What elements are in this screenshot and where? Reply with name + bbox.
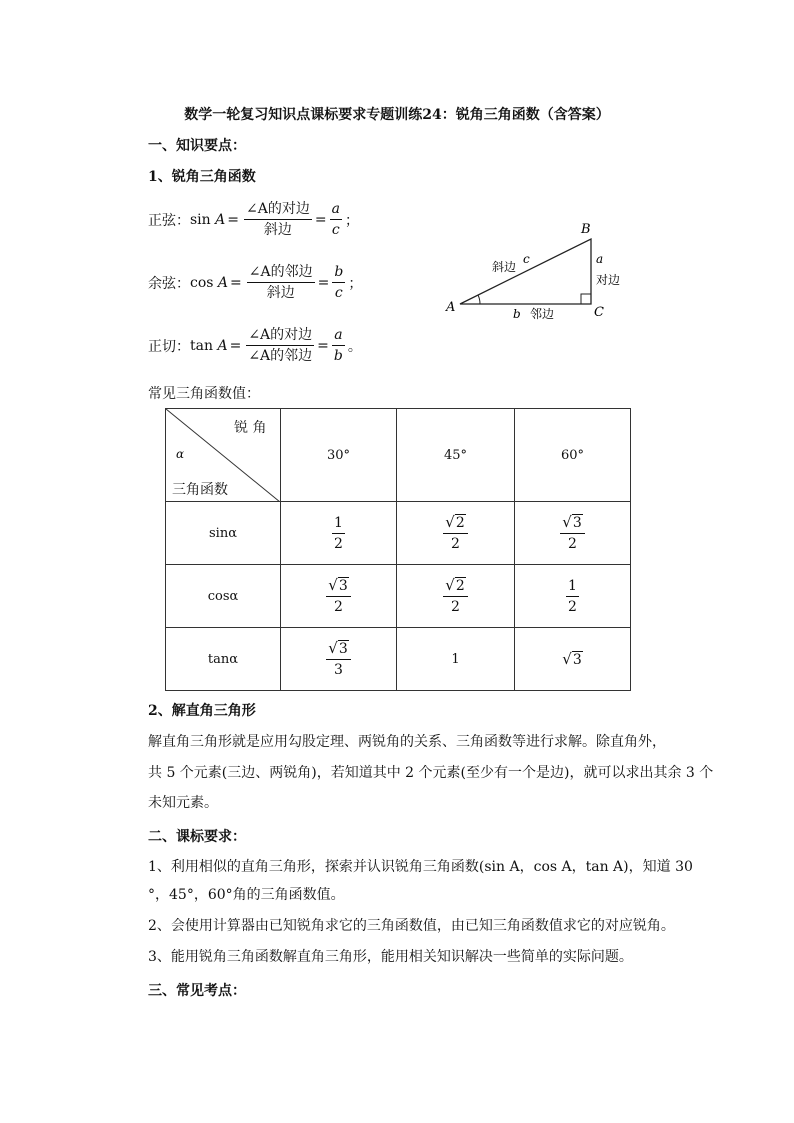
cos-45-num: 2 [455,578,465,594]
cos-30-rad: √ [328,576,338,594]
table-row-cos [166,565,631,628]
cos-30-num: 3 [338,578,348,594]
tangent-den: ∠A的邻边 [248,348,313,364]
tangent-fraction [246,326,314,365]
corner-alpha-label: α [176,447,185,461]
sin-30-cell [281,502,397,565]
cosine-fraction [247,263,315,302]
sine-den: 斜边 [263,222,292,238]
sine-fraction2 [330,200,342,239]
cos-45-den: 2 [451,599,460,615]
row-name-tan: tanα [166,628,281,691]
cos-45-rad: √ [445,576,455,594]
sine-end: ； [344,212,359,229]
cosine-lhs: cos [190,274,214,291]
sin-45-num: 2 [455,515,465,531]
tangent-den2: b [333,348,343,364]
sub2-heading: 2、解直角三角形 [148,703,256,719]
side-c-label: c [523,252,530,266]
tangent-formula: 正切： tan A = $\frac{\text{∠A的对边}}{\text{∠A的邻边}}$ = $\frac{a}{b}$ 。 [148,327,362,364]
para2-line1: 解直角三角形就是应用勾股定理、两锐角的关系、三角函数等进行求解。除直角外， [148,734,666,750]
sin-30-den: 2 [334,535,343,552]
req1-line2: °，45°，60°角的三角函数值。 [148,887,345,903]
cosine-label: 余弦： [148,275,190,292]
sin-45-den: 2 [451,536,460,552]
triangle-shape [460,239,591,304]
sine-den2: c [331,222,340,238]
tangent-lhs: tan [190,337,213,354]
adjacent-label: 邻边 [530,307,555,321]
right-triangle-diagram [440,218,640,328]
sine-num: ∠A的对边 [244,200,312,220]
table-corner-cell [166,409,281,502]
cosine-den: 斜边 [266,285,295,301]
para2-line2: 共 5 个元素(三边、两锐角)，若知道其中 2 个元素(至少有一个是边)，就可以求出其余 3 个 [148,765,714,781]
tangent-end: 。 [347,338,362,355]
req2: 2、会使用计算器由已知锐角求它的三角函数值，由已知三角函数值求它的对应锐角。 [148,918,675,934]
cos-60-cell [515,565,631,628]
row-name-sin: sinα [166,502,281,565]
tan-30-cell [281,628,397,691]
opposite-label: 对边 [596,273,621,287]
trig-value-table [165,408,631,691]
row-name-cos: cosα [166,565,281,628]
tangent-fraction2 [332,326,345,365]
table-row-sin [166,502,631,565]
cosine-num2: b [332,263,345,283]
sin-60-rad: √ [562,513,572,531]
hypotenuse-label: 斜边 [492,260,517,274]
sine-label: 正弦： [148,212,190,229]
tan-60-val: 3 [572,652,582,668]
side-a-label: a [596,252,604,266]
cosine-formula: 余弦： cos A = $\frac{\text{∠A的邻边}}{\text{斜边}}$ = $\frac{b}{c}$ ； [148,264,363,301]
cos-60-den: 2 [568,598,577,615]
sine-formula: 正弦： sin A = $\frac{\text{∠A的对边}}{\text{斜边}}$ = $\frac{a}{c}$ ； [148,201,359,238]
sub1-heading: 1、锐角三角函数 [148,169,256,185]
vertex-b-label: B [581,222,591,237]
cos-45-cell [397,565,515,628]
sin-45-cell [397,502,515,565]
tan-60-cell: √ 3 [515,628,631,691]
sine-num2: a [330,200,342,220]
table-caption: 常见三角函数值： [148,386,260,402]
corner-top-label: 锐 角 [234,420,267,436]
tangent-num2: a [332,326,344,346]
req1-line1: 1、利用相似的直角三角形，探索并认识锐角三角函数(sin A，cos A，tan A)，知道 30 [148,859,693,875]
tan-30-rad: √ [328,639,338,657]
sin-60-den: 2 [568,536,577,552]
section1-heading: 一、知识要点： [148,138,246,154]
cosine-num: ∠A的邻边 [247,263,315,283]
angle-header-45: 45° [397,409,515,502]
section3-heading: 三、常见考点： [148,983,246,999]
tan-30-num: 3 [338,641,348,657]
cosine-fraction2 [332,263,345,302]
vertex-c-label: C [594,305,604,320]
tan-45-cell: 1 [397,628,515,691]
sin-60-cell [515,502,631,565]
sin-60-num: 3 [572,515,582,531]
corner-bottom-label: 三角函数 [172,482,228,498]
section2-heading: 二、课标要求： [148,829,246,845]
cos-30-den: 2 [334,599,343,615]
tangent-num: ∠A的对边 [246,326,314,346]
sin-45-rad: √ [445,513,455,531]
side-b-label: b [513,307,521,321]
table-row-tan [166,628,631,691]
sine-fraction [244,200,312,239]
tan-30-den: 3 [334,662,343,678]
cos-30-cell [281,565,397,628]
sin-30-num: 1 [332,514,345,534]
cosine-den2: c [334,285,343,301]
cos-60-num: 1 [566,577,579,597]
req3: 3、能用锐角三角函数解直角三角形，能用相关知识解决一些简单的实际问题。 [148,949,633,965]
angle-arc [478,295,480,304]
page-title: 数学一轮复习知识点课标要求专题训练24：锐角三角函数（含答案） [184,107,610,123]
tangent-label: 正切： [148,338,190,355]
right-angle-mark [581,294,591,304]
sine-lhs: sin [190,211,211,228]
para2-line3: 未知元素。 [148,795,218,811]
angle-header-30: 30° [281,409,397,502]
cosine-var: A [217,274,229,291]
vertex-a-label: A [446,300,456,315]
cosine-end: ； [348,275,363,292]
tangent-var: A [217,337,228,354]
angle-header-60: 60° [515,409,631,502]
sine-var: A [215,211,226,228]
